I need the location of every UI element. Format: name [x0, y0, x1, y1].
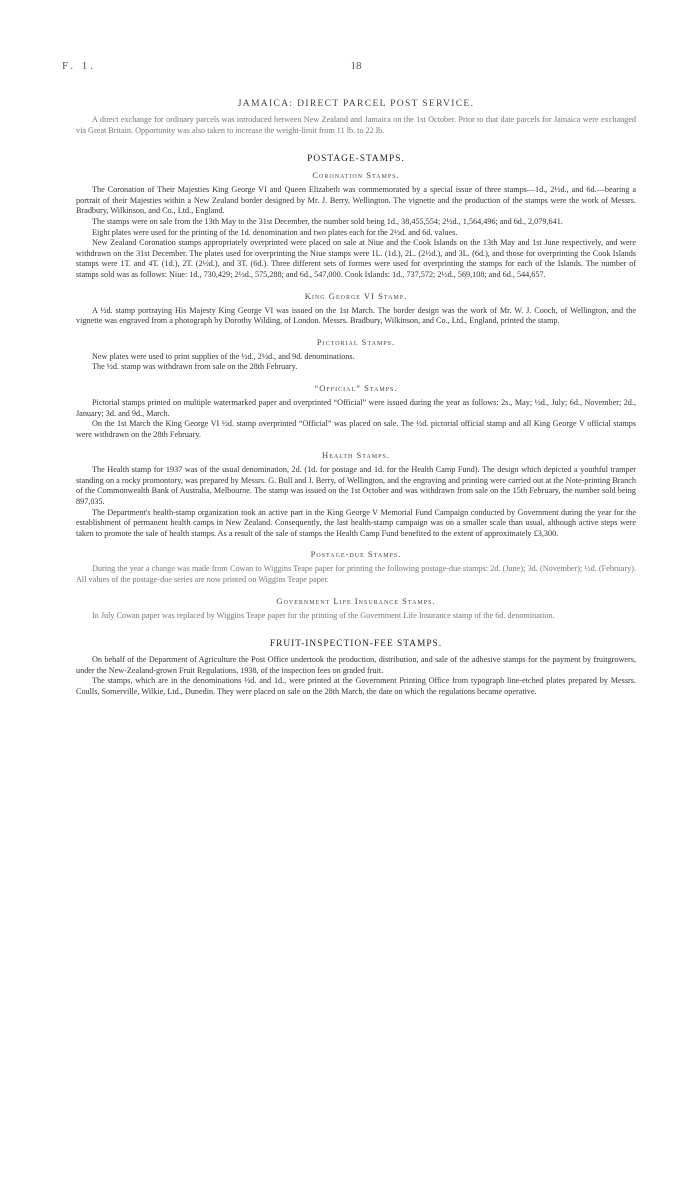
- section-body-jamaica: [76, 115, 636, 136]
- document-page: [62, 60, 636, 698]
- section-title-jamaica: JAMAICA: DIRECT PARCEL POST SERVICE.: [237, 98, 475, 109]
- paragraph: The Department's health-stamp organization took an active part in the King George V Memorial Fund Campaign conducted by Government during the year for the establishment of permanent health camps in New Zealand. Consequently, the last health-stamp campaign was on a smaller scale than usual, although active steps were taken to promote the sale of health stamps. As a result of the sale of stamps the Health Camp Fund benefited to the extent of approximately £3,300.: [76, 507, 636, 538]
- subsection-title-pictorial: Pictorial Stamps.: [316, 336, 396, 347]
- page-header: [62, 60, 636, 82]
- paragraph: Eight plates were used for the printing of the 1d. denomination and two plates each for the 2½d. and 6d. values.: [92, 227, 458, 237]
- subsection-title-health: Health Stamps.: [322, 450, 390, 461]
- paragraph: The stamps, which are in the denominations ½d. and 1d., were printed at the Government Printing Office from typograph line-etched plates prepared by Messrs. Coulls, Somerville, Wilkie, Ltd., Dunedin. They were placed on sale on the 28th March, the date on which the regulations became operative.: [76, 676, 636, 696]
- paragraph: On the 1st March the King George VI ½d. stamp overprinted “Official” was placed on sale. The ½d. pictorial official stamp and all King George V official stamps were withdrawn on the 28th February.: [76, 419, 636, 439]
- paragraph: Pictorial stamps printed on multiple watermarked paper and overprinted “Official” were issued during the year as follows: 2s., May; ½d., July; 6d., November; 2d., January; 3d. and 9d., March.: [76, 397, 636, 418]
- paragraph: A direct exchange for ordinary parcels was introduced between New Zealand and Jamaica on the 1st October. Prior to that date parcels for Jamaica were exchanged via Great Britain. Opportunity was also taken to increase the weight-limit from 11 lb. to 22 lb.: [76, 115, 636, 135]
- paragraph: During the year a change was made from Cowan to Wiggins Teape paper for printing the following postage-due stamps: 2d. (June); 3d. (November); ½d. (February). All values of the postage-due series are now printed on Wiggins Teape paper.: [76, 564, 636, 585]
- section-title-postage-stamps: POSTAGE-STAMPS.: [307, 154, 405, 165]
- subsection-title-postage-due: Postage-due Stamps.: [310, 549, 402, 560]
- subsection-title-king-george: King George VI Stamp.: [304, 290, 408, 301]
- paragraph: New plates were used to print supplies of the ½d., 2½d., and 9d. denominations.: [92, 351, 355, 361]
- paragraph: The Health stamp for 1937 was of the usual denomination, 2d. (1d. for postage and 1d. for the Health Camp Fund). The design which depicted a youthful tramper standing on a rocky promontory, was prepared by Messrs. G. Bull and J. Berry, of Wellington, and the engraving and printing were carried out at the Note-printing Branch of the Commonwealth Bank of Australia, Melbourne. The stamp was issued on the 1st October and was withdrawn from sale on the 15th February, the number sold being 897,035.: [76, 465, 636, 507]
- paragraph: On behalf of the Department of Agriculture the Post Office undertook the production, distribution, and sale of the adhesive stamps for the payment by fruitgrowers, under the New-Zealand-grown Fruit Regulations, 1938, of the inspection fees on graded fruit.: [76, 655, 636, 675]
- paragraph: The stamps were on sale from the 13th May to the 31st December, the number sold being 1d., 38,455,554; 2½d., 1,564,496; and 6d., 2,079,641.: [92, 216, 563, 226]
- paragraph: In July Cowan paper was replaced by Wiggins Teape paper for the printing of the Government Life Insurance stamp of the 6d. denomination.: [92, 610, 555, 620]
- section-title-fruit-inspection: FRUIT-INSPECTION-FEE STAMPS.: [269, 639, 443, 650]
- subsection-title-life-insurance: Government Life Insurance Stamps.: [276, 595, 436, 606]
- paragraph: The ½d. stamp was withdrawn from sale on the 28th February.: [92, 362, 298, 372]
- page-number: 18: [350, 60, 362, 72]
- paragraph: A ½d. stamp portraying His Majesty King George VI was issued on the 1st March. The border design was the work of Mr. W. J. Cooch, of Wellington, and the vignette was engraved from a photograph by Dorothy Wilding, of London. Messrs. Bradbury, Wilkinson, and Co., Ltd., England, printed the stamp.: [76, 305, 636, 326]
- subsection-body-life-insurance: [76, 611, 636, 622]
- subsection-title-coronation: Coronation Stamps.: [312, 170, 400, 181]
- document-reference: F. 1.: [62, 60, 96, 72]
- subsection-title-official: “Official” Stamps.: [314, 382, 398, 393]
- paragraph: The Coronation of Their Majesties King George VI and Queen Elizabeth was commemorated by a special issue of three stamps—1d., 2½d., and 6d.—bearing a portrait of their Majesties within a New Zealand border designed by Mr. J. Berry, Wellington. The vignette and the production of the stamps were the work of Messrs. Bradbury, Wilkinson, and Co., Ltd., England.: [76, 185, 636, 216]
- subsection-body-postage-due: [76, 564, 636, 585]
- paragraph: New Zealand Coronation stamps appropriately overprinted were placed on sale at Niue and the Cook Islands on the 13th May and 1st June respectively, and were withdrawn on the 31st December. The plates used for overprinting the Niue stamps were 1L. (1d.), 2L. (2½d.), and 3L. (6d.), and those for overprinting the Cook Islands stamps were 1T. and 4T. (1d.), 2T. (2½d.), and 3T. (6d.). Three different sets of formes were used for overprinting the stamps for each of the Islands. The number of stamps sold was as follows: Niue: 1d., 730,429; 2½d., 575,288; and 6d., 547,000. Cook Islands: 1d., 737,572; 2½d., 569,108; and 6d., 544,657.: [76, 238, 636, 279]
